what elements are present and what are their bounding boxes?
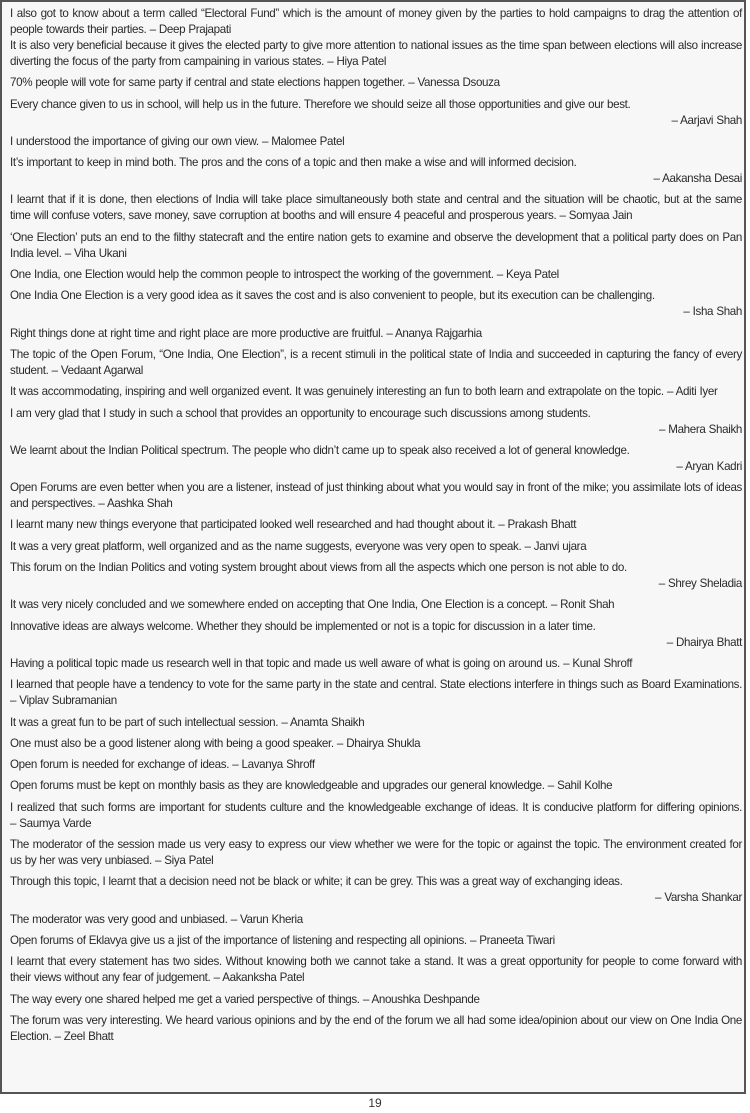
feedback-entry: [10, 757, 742, 773]
feedback-entry: [10, 480, 742, 512]
feedback-author: – Aashka Shah: [98, 497, 173, 511]
feedback-entry: [10, 192, 742, 224]
feedback-author: – Viplav Subramanian: [10, 694, 117, 708]
feedback-author: – Ronit Shah: [550, 598, 615, 612]
feedback-entry: [10, 539, 742, 555]
feedback-author: – Aditi Iyer: [666, 385, 718, 399]
feedback-author: – Somyaa Jain: [559, 209, 633, 223]
feedback-text: I learnt that if it is done, then elections of India will take place simultaneously both state and central and the situation will be chaotic, but at the same time will confuse voters, save money, save corruption at booths and will ensure 4 peaceful and prosperous years.: [10, 193, 742, 223]
feedback-text: We learnt about the Indian Political spectrum. The people who didn’t came up to speak also received a lot of general knowledge.: [10, 443, 630, 457]
feedback-text: I learned that people have a tendency to vote for the same party in the state and central. State elections interfere in things such as Board Examinations.: [10, 678, 742, 692]
feedback-text: Open forums of Eklavya give us a jist of the importance of listening and respecting all opinions.: [10, 933, 467, 947]
feedback-text: Having a political topic made us research well in that topic and made us well aware of what is going on around us.: [10, 656, 560, 670]
feedback-author: – Keya Patel: [496, 268, 559, 282]
feedback-entry: [10, 677, 742, 709]
feedback-author: – Vanessa Dsouza: [408, 76, 500, 90]
feedback-text: I learnt that every statement has two sides. Without knowing both we cannot take a stand. It was a great opportunity for people to come forward with their views without any fear of judgement.: [10, 955, 742, 985]
feedback-entry: [10, 97, 742, 129]
feedback-entry: [10, 326, 742, 342]
feedback-entry: [10, 384, 742, 400]
feedback-author: – Viha Ukani: [64, 246, 127, 260]
feedback-text: The way every one shared helped me get a varied perspective of things.: [10, 992, 360, 1006]
feedback-entry: [10, 656, 742, 672]
feedback-author: – Siya Patel: [155, 854, 214, 868]
feedback-entry: [10, 800, 742, 832]
feedback-author: – Lavanya Shroff: [232, 758, 315, 772]
feedback-author: – Aakanksha Patel: [213, 971, 305, 985]
feedback-entry: [10, 778, 742, 794]
feedback-entry: [10, 288, 742, 320]
feedback-text: The forum was very interesting. We heard various opinions and by the end of the forum we all had some idea/opinion about our view on One India One Election.: [10, 1013, 742, 1043]
feedback-text: Open Forums are even better when you are a listener, instead of just thinking about what you would say in front of the mike; you assimilate lots of ideas and perspectives.: [10, 481, 742, 511]
feedback-text: Right things done at right time and right place are more productive are fruitful.: [10, 326, 384, 340]
feedback-text: It was a great fun to be part of such intellectual session.: [10, 715, 279, 729]
feedback-entry: [10, 560, 742, 592]
feedback-author: – Shrey Sheladia: [658, 577, 742, 591]
feedback-text: This forum on the Indian Politics and voting system brought about views from all the aspects which one person is not able to do.: [10, 561, 627, 575]
feedback-author: – Ananya Rajgarhia: [386, 326, 482, 340]
feedback-text: I realized that such forms are important for students culture and the knowledgeable exchange of ideas. It is conducive platform for differing opinions.: [10, 800, 742, 814]
feedback-text: Innovative ideas are always welcome. Whether they should be implemented or not is a topic for discussion in a later time.: [10, 619, 596, 633]
feedback-author: – Dhairya Bhatt: [666, 635, 742, 649]
feedback-author: – Anamta Shaikh: [281, 715, 365, 729]
feedback-entry: [10, 597, 742, 613]
feedback-author: – Mahera Shaikh: [659, 422, 742, 436]
feedback-text: One India, one Election would help the common people to introspect the working of the government.: [10, 268, 494, 282]
feedback-author: – Hiya Patel: [327, 55, 387, 68]
feedback-entry: [10, 347, 742, 379]
feedback-text: I also got to know about a term called “Electoral Fund” which is the amount of money given by the parties to hold campaigns to drag the attention of people towards their parties.: [10, 7, 742, 36]
feedback-text: One India One Election is a very good idea as it saves the cost and is also convenient to people, but its execution can be challenging.: [10, 289, 655, 303]
feedback-entry: [10, 954, 742, 986]
feedback-author: – Isha Shah: [683, 305, 742, 319]
feedback-text: It’s important to keep in mind both. The pros and the cons of a topic and then make a wise and will informed decision.: [10, 156, 577, 170]
feedback-text: Every chance given to us in school, will help us in the future. Therefore we should seize all those opportunities and give our best.: [10, 97, 631, 111]
feedback-author: – Aryan Kadri: [676, 459, 742, 473]
feedback-text: It was a very great platform, well organized and as the name suggests, everyone was very open to speak.: [10, 539, 522, 553]
feedback-entry: [10, 736, 742, 752]
feedback-entry: [10, 38, 742, 70]
feedback-text: It is also very beneficial because it gives the elected party to give more attention to national issues as the time span between elections will also increase diverting the focus of the party from campaining in various states.: [10, 39, 742, 68]
feedback-text: ‘One Election’ puts an end to the filthy statecraft and the entire nation gets to examine and observe the development that a political party does on Pan India level.: [10, 230, 742, 260]
page-number: 19: [368, 1096, 382, 1110]
feedback-text: One must also be a good listener along with being a good speaker.: [10, 736, 334, 750]
feedback-author: – Janvi ujara: [524, 539, 587, 553]
feedback-text: I understood the importance of giving our own view.: [10, 134, 259, 148]
feedback-text: The moderator was very good and unbiased.: [10, 912, 228, 926]
feedback-text: The topic of the Open Forum, “One India, One Election”, is a recent stimuli in the political state of India and succeeded in capturing the fancy of every student.: [10, 347, 742, 377]
feedback-text: I learnt many new things everyone that participated looked well researched and had thought about it.: [10, 518, 496, 532]
feedback-author: – Dhairya Shukla: [336, 736, 421, 750]
feedback-author: – Aarjavi Shah: [671, 113, 742, 127]
feedback-entry: [10, 517, 742, 533]
feedback-entry: [10, 267, 742, 283]
feedback-entry: [10, 837, 742, 869]
feedback-text: The moderator of the session made us very easy to express our view whether we were for the topic or against the topic. The environment created for us by her was very unbiased.: [10, 838, 742, 868]
feedback-text: I am very glad that I study in such a school that provides an opportunity to encourage such discussions among students.: [10, 406, 591, 420]
feedback-author: – Vedaant Agarwal: [51, 363, 143, 377]
feedback-author: – Anoushka Deshpande: [362, 992, 480, 1006]
feedback-author: – Aakansha Desai: [653, 172, 742, 186]
feedback-author: – Zeel Bhatt: [54, 1029, 114, 1043]
feedback-author: – Kunal Shroff: [563, 656, 633, 670]
feedback-author: – Praneeta Tiwari: [469, 933, 555, 947]
feedback-entry: [10, 134, 742, 150]
feedback-entry: [10, 874, 742, 906]
feedback-author: – Deep Prajapati: [149, 23, 231, 36]
feedback-author: – Saumya Varde: [10, 816, 92, 830]
feedback-entry: [10, 715, 742, 731]
feedback-author: – Varun Kheria: [230, 912, 303, 926]
feedback-entry: [10, 6, 742, 38]
feedback-text: It was accommodating, inspiring and well organized event. It was genuinely interesting an fun to both learn and extrapolate on the topic.: [10, 385, 664, 399]
feedback-entry: [10, 230, 742, 262]
feedback-entry: [10, 1013, 742, 1045]
feedback-text: It was very nicely concluded and we somewhere ended on accepting that One India, One Election is a concept.: [10, 598, 548, 612]
feedback-entry: [10, 912, 742, 928]
feedback-text: 70% people will vote for same party if central and state elections happen together.: [10, 76, 406, 90]
feedback-list: [10, 6, 742, 1050]
feedback-entry: [10, 992, 742, 1008]
feedback-entry: [10, 933, 742, 949]
feedback-entry: [10, 75, 742, 91]
feedback-entry: [10, 406, 742, 438]
feedback-entry: [10, 619, 742, 651]
feedback-author: – Varsha Shankar: [655, 891, 742, 905]
feedback-text: Through this topic, I learnt that a decision need not be black or white; it can be grey. This was a great way of exchanging ideas.: [10, 875, 623, 889]
feedback-entry: [10, 443, 742, 475]
feedback-author: – Sahil Kolhe: [547, 779, 613, 793]
feedback-author: – Prakash Bhatt: [498, 518, 577, 532]
feedback-text: Open forums must be kept on monthly basis as they are knowledgeable and upgrades our general knowledge.: [10, 779, 545, 793]
feedback-author: – Malomee Patel: [261, 134, 345, 148]
feedback-entry: [10, 155, 742, 187]
feedback-text: Open forum is needed for exchange of ideas.: [10, 758, 230, 772]
